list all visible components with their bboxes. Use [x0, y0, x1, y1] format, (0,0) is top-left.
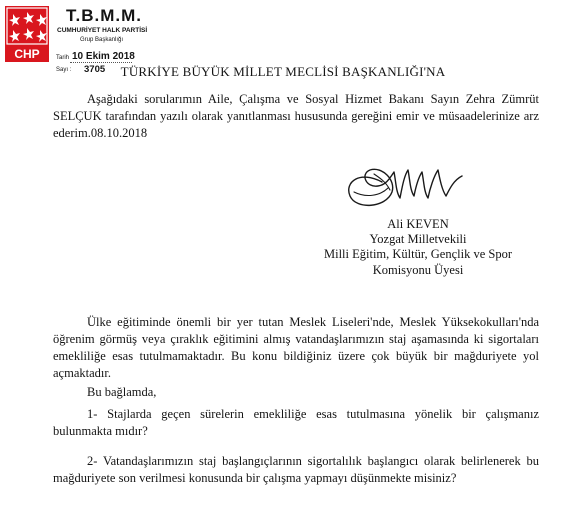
signatory-committee: Komisyonu Üyesi [372, 263, 464, 277]
stamp-party-name: CUMHURİYET HALK PARTİSİ [57, 27, 148, 34]
chp-logo [5, 6, 49, 62]
document-heading: TÜRKİYE BÜYÜK MİLLET MECLİSİ BAŞKANLIĞI'NA [120, 64, 446, 79]
intro-paragraph: Aşağıdaki sorularımın Aile, Çalışma ve Sosyal Hizmet Bakanı Sayın Zehra Zümrüt SELÇUK tarafından yazılı olarak yanıtlanması hususunda gereğini emir ve müsaadelerinize arz ederim.08.10.2018 [53, 92, 539, 140]
logo-text: CHP [14, 47, 40, 61]
stamp-title: T.B.M.M. [66, 6, 142, 25]
transition-line: Bu bağlamda, [87, 385, 157, 399]
stamp-number-value: 3705 [84, 64, 106, 75]
stamp-divider [70, 62, 132, 63]
handwritten-signature [330, 152, 470, 216]
context-paragraph: Ülke eğitiminde önemli bir yer tutan Meslek Liseleri'nde, Meslek Yüksekokulları'nda öğrenim görmüş veya çıraklık eğitimini almış vatandaşlarımızın staj aşamasında ki sigortaları emekliliğe esas tutulmamaktadır. Bu konu bildiğiniz üzere çok büyük bir mağduriyete yol açmaktadır. [53, 315, 539, 380]
signatory-title: Yozgat Milletvekili [369, 232, 467, 246]
signatory-name: Ali KEVEN [387, 217, 449, 231]
stamp-date-label: Tarih [56, 55, 70, 61]
stamp-number-label: Sayı : [56, 67, 72, 73]
stamp-date-value: 10 Ekim 2018 [72, 51, 135, 62]
stamp-group-office: Grup Başkanlığı [80, 37, 124, 43]
signatory-role: Milli Eğitim, Kültür, Gençlik ve Spor [323, 247, 513, 261]
question-1: 1- Stajlarda geçen sürelerin emekliliğe esas tutulmasına yönelik bir çalışmanız bulunmakta mıdır? [53, 407, 539, 438]
question-2: 2- Vatandaşlarımızın staj başlangıçlarının sigortalılık başlangıcı olarak belirlenerek bu mağduriyete son verilmesi konusunda bir çalışma yapmayı düşünmekte misiniz? [53, 454, 539, 485]
